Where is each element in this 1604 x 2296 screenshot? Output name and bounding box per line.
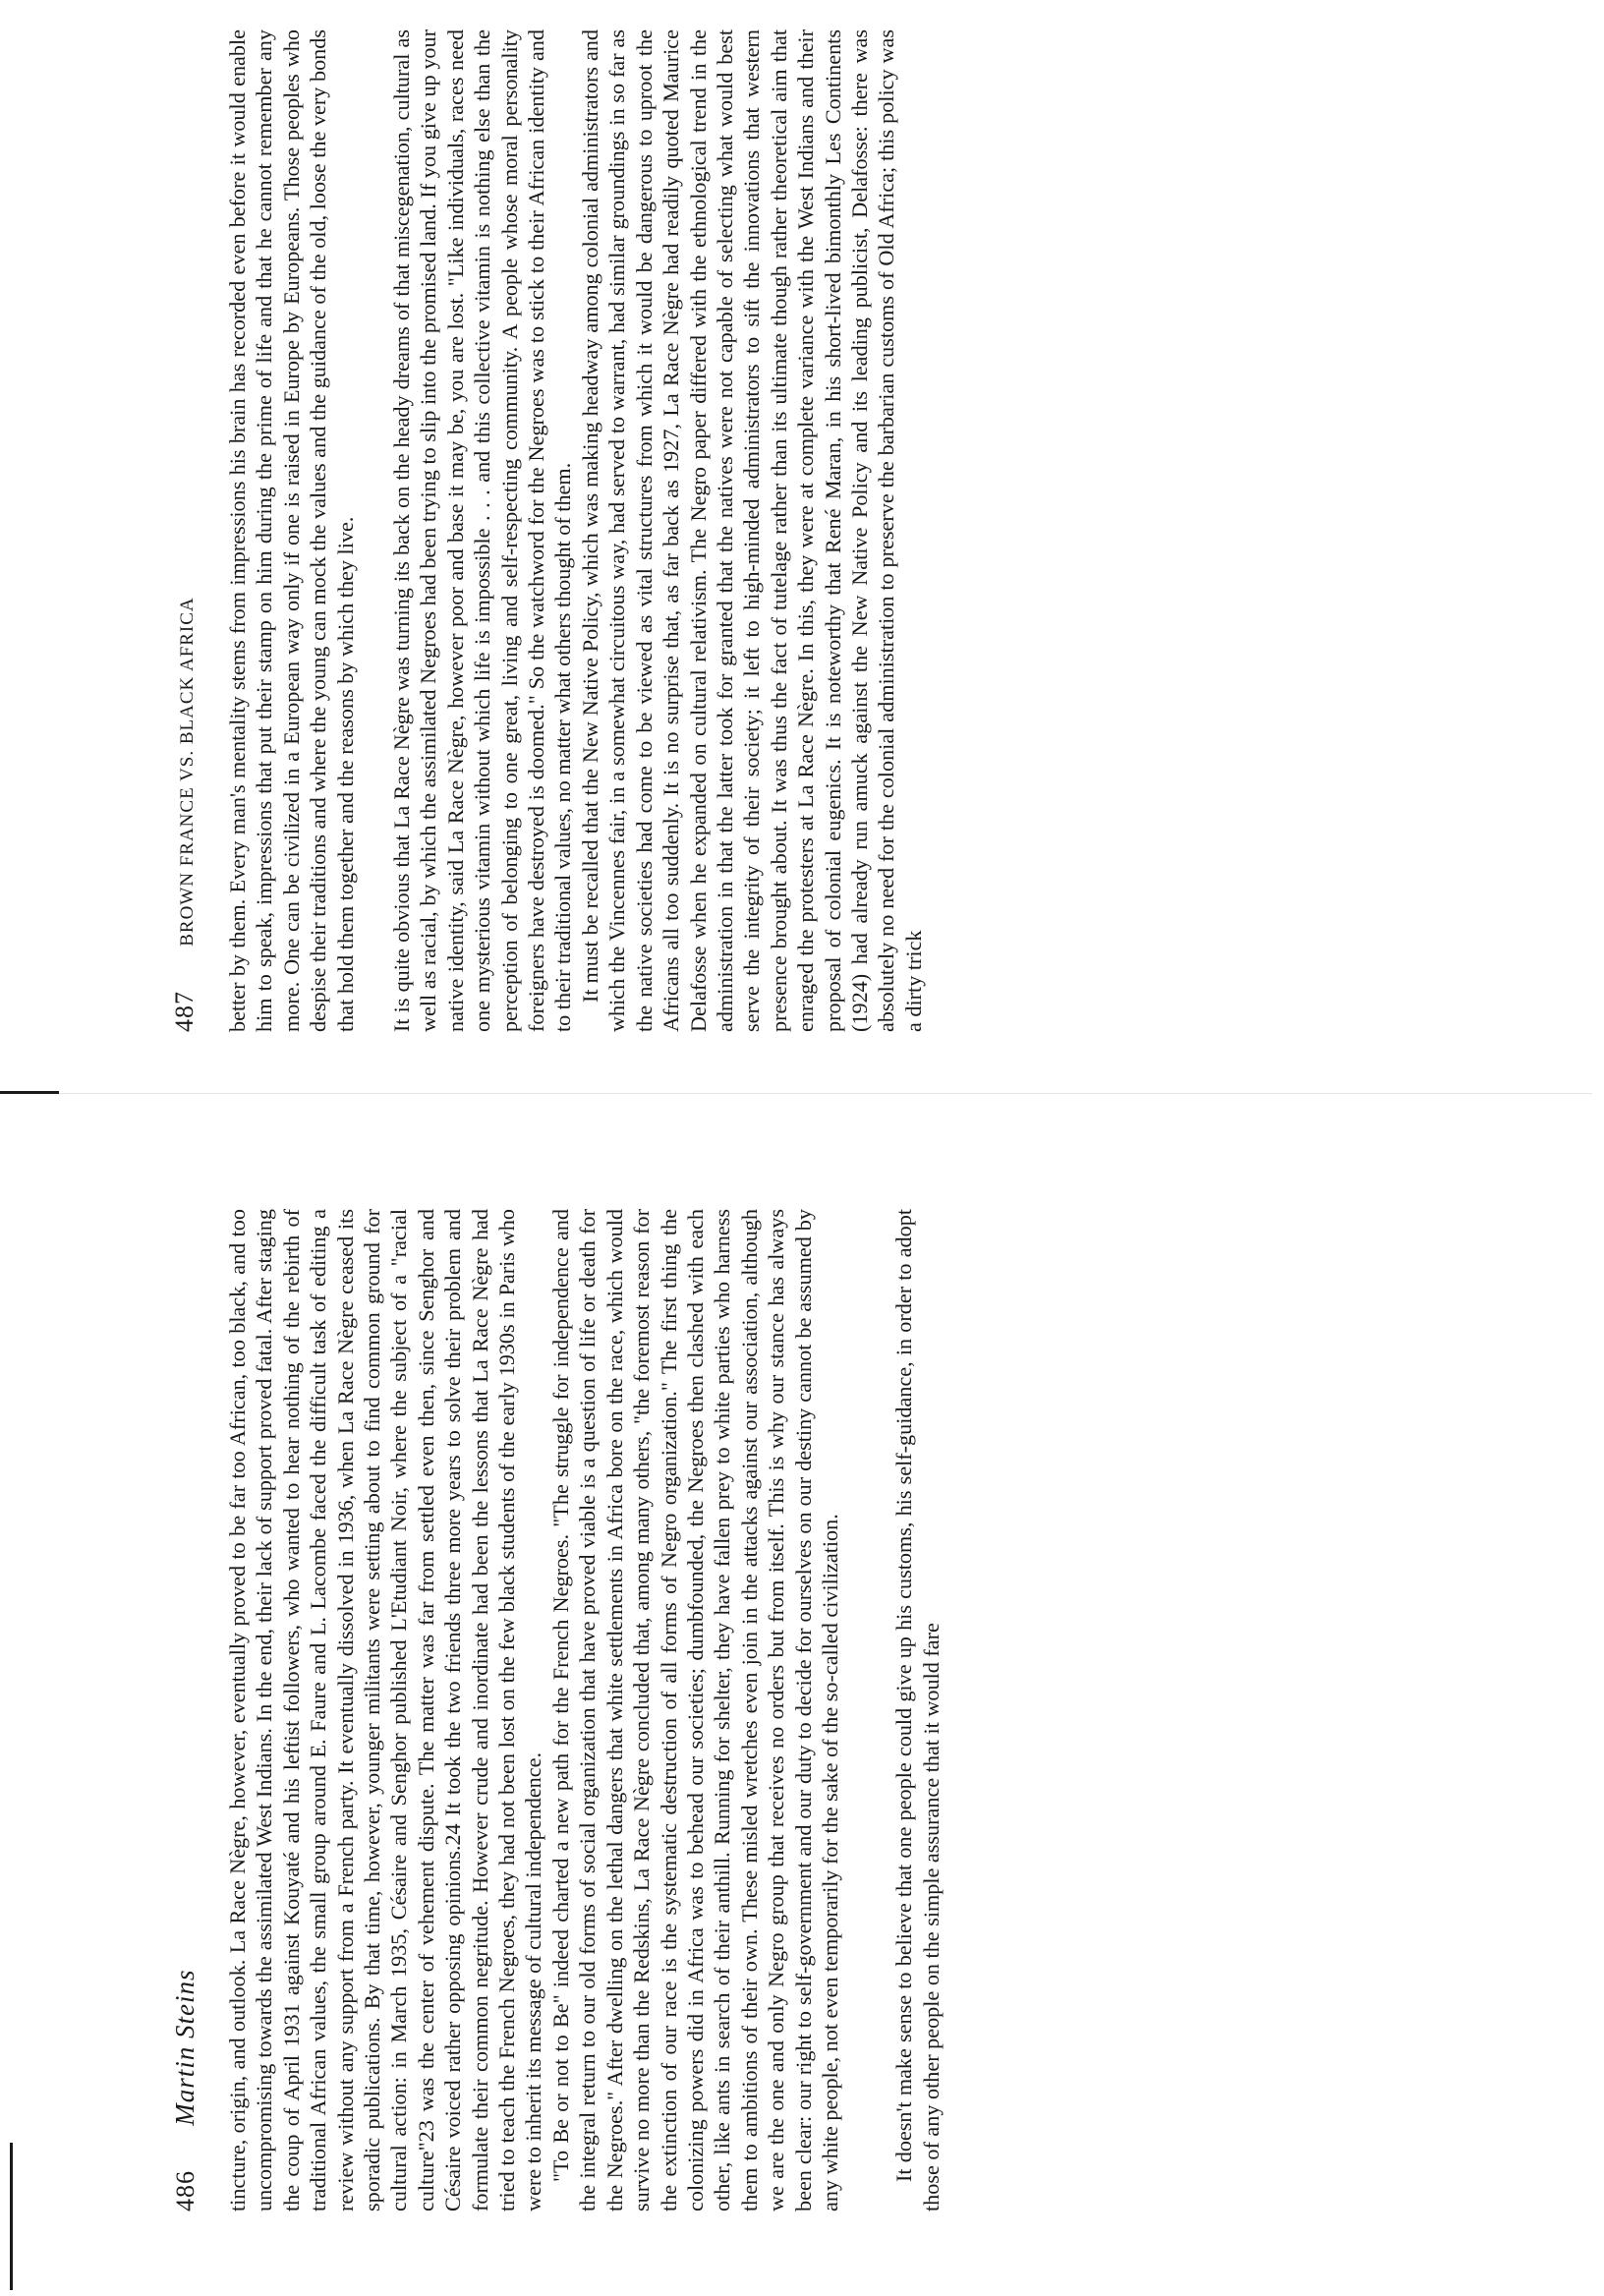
right-paragraph-1: better by them. Every man's mentality stems from impressions his brain has recorded even before it would enable him to speak, impressions that put their stamp on him during the prime of life and that he cannot remember any more. One can be civilized in a European way only if one is raised in Europe by Europeans. Those peoples who despise their traditions and where the young can mock the values and the guidance of the old, loose the very bonds that hold them together and the reasons by which they live. (225, 29, 358, 1032)
right-page-body (224, 29, 927, 1032)
right-paragraph-2: It is quite obvious that La Race Nègre was turning its back on the heady dreams of that miscegenation, cultural as well as racial, by which the assimilated Negroes had been trying to slip into the promised land. If you give up your native identity, said La Race Nègre, however poor and base it may be, you are lost. "Like individuals, races need one mysterious vitamin without which life is impossible . . . and this collective vitamin is nothing else than the perception of belonging to one great, living and self-respecting community. A people whose moral personality foreigners have destroyed is doomed." So the watchword for the Negroes was to stick to their African identity and to their traditional values, no matter what others thought of them. (389, 29, 576, 1032)
left-running-head (167, 1209, 202, 2211)
scan-edge-mark (10, 2143, 13, 2290)
left-page-number: 486 (171, 2170, 200, 2211)
book-gutter-crease (59, 1093, 1592, 1094)
left-paragraph-2: "To Be or not to Be" indeed charted a new path for the French Negroes. "The struggle for independence and the integral return to our old forms of social organization that have proved viable is a question of life or death for the Negroes." After dwelling on the lethal dangers that white settlements in Africa bore on the race, which would survive no more than the Redskins, La Race Nègre concluded that, among many others, "the foremost reason for the extinction of our race is the systematic destruction of all forms of Negro organization." The first thing the colonizing powers did in Africa was to behead our societies; dumbfounded, the Negroes then clashed with each other, like ants in search of their anthill. Running for shelter, they have fallen prey to white parties who harness them to ambitions of their own. These misled wretches even join in the attacks against our association, although we are the one and only Negro group that receives no orders but from itself. This is why our stance has always been clear: our right to self-government and our duty to decide for ourselves on our destiny cannot be assumed by any white people, not even temporarily for the sake of the so-called civilization. (547, 1209, 842, 2211)
left-paragraph-1: tincture, origin, and outlook. La Race Nègre, however, eventually proved to be far too African, too black, and too uncompromising towards the assimilated West Indians. In the end, their lack of support proved fatal. After staging the coup of April 1931 against Kouyaté and his leftist followers, who wanted to hear nothing of the rebirth of traditional African values, the small group around E. Faure and L. Lacombe faced the difficult task of editing a review without any support from a French party. It eventually dissolved in 1936, when La Race Nègre ceased its sporadic publications. By that time, however, younger militants were setting about to find common ground for cultural action: in March 1935, Césaire and Senghor published L'Etudiant Noir, where the subject of a "racial culture"23 was the center of vehement dispute. The matter was far from settled even then, since Senghor and Césaire voiced rather opposing opinions.24 It took the two friends three more years to solve their problem and formulate their common negritude. However crude and inordinate had been the lessons that La Race Nègre had tried to teach the French Negroes, they had not been lost on the few black students of the early 1930s in Paris who were to inherit its message of cultural independence. (225, 1209, 546, 2211)
left-running-head-author: Martin Steins (170, 1969, 200, 2126)
right-paragraph-3: It must be recalled that the New Native Policy, which was making headway among colonial administrators and which the Vincennes fair, in a somewhat circuitous way, had served to warrant, had similar groundings in so far as the native societies had come to be viewed as vital structures from which it would be dangerous to uproot the Africans all too suddenly. It is no surprise that, as far back as 1927, La Race Nègre had readily quoted Maurice Delafosse when he expanded on cultural relativism. The Negro paper differed with the ethnological trend in the administration in that the latter took for granted that the natives were not capable of selecting what would best serve the integrity of their society; it left to high-minded administrators to sift the innovations that western presence brought about. It was thus the fact of tutelage rather than its ultimate though rather theoretical aim that enraged the protesters at La Race Nègre. In this, they were at complete variance with the West Indians and their proposal of colonial eugenics. It is noteworthy that René Maran, in his short-lived bimonthly Les Continents (1924) had already run amuck against the New Native Policy and its leading publicist, Delafosse: there was absolutely no need for the colonial administration to preserve the barbarian customs of Old Africa; this policy was a dirty trick (577, 29, 926, 1032)
left-paragraph-3: It doesn't make sense to believe that one people could give up his customs, his self-guidance, in order to adopt those of any other people on the simple assurance that it would fare (891, 1209, 944, 2211)
right-book-page (167, 29, 1474, 1032)
left-book-page (167, 1209, 1474, 2211)
right-page-number: 487 (170, 991, 199, 1032)
right-running-head-title: BROWN FRANCE VS. BLACK AFRICA (177, 597, 198, 947)
book-spine-line (0, 1091, 59, 1094)
left-page-body (224, 1209, 945, 2211)
right-running-head (167, 29, 202, 1032)
